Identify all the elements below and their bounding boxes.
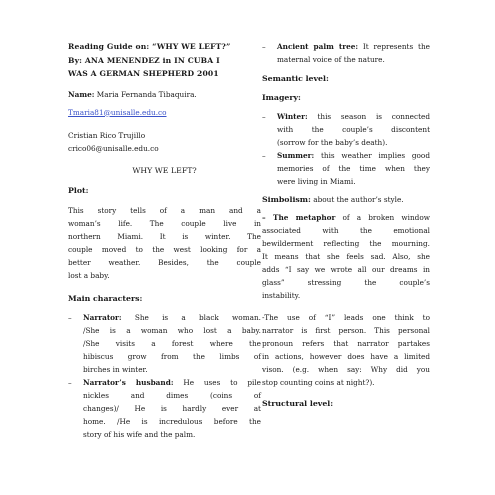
metaphor-line: associated with the emotional — [262, 226, 430, 235]
husband-line: home. /He is incredulous before the — [83, 416, 261, 426]
winter-text: this season is connected — [307, 112, 430, 121]
plot-paragraph — [68, 204, 261, 282]
metaphor-line: It means that she feels sad. Also, she — [262, 252, 430, 261]
list-item — [68, 376, 261, 441]
paragraph-line: narrator is first person. This personal — [262, 326, 430, 335]
paragraph-line: vison. (e.g. when say: Why did you — [262, 365, 430, 374]
plot-line: northern Miami. It is winter. The — [68, 231, 261, 241]
document-title — [68, 40, 261, 81]
list-item — [262, 149, 430, 188]
metaphor-line — [262, 211, 430, 224]
list-item — [262, 110, 430, 149]
characters-list — [68, 311, 261, 441]
list-item — [262, 40, 430, 66]
plot-line: better weather. Besides, the couple — [68, 257, 261, 267]
metaphor-line: glass” stressing the couple’s — [262, 278, 430, 287]
plot-line: lost a baby. — [68, 270, 110, 280]
left-column — [68, 40, 261, 441]
bullet-dash: – — [262, 151, 266, 160]
symbolism-label: Simbolism: — [262, 195, 311, 204]
husband-text: He uses to pile — [173, 377, 261, 387]
husband-label: Narrator’s husband: — [83, 377, 174, 387]
narrator-text: She is a black woman. — [121, 312, 261, 322]
second-author-email: crico06@unisalle.edu.co — [68, 143, 159, 153]
plot-line: This story tells of a man and a — [68, 205, 261, 215]
right-column — [262, 40, 430, 410]
metaphor-line: adds “I say we wrote all our dreams in — [262, 265, 430, 274]
author-email-link[interactable]: Tmaria81@unisalle.edu.co — [68, 107, 167, 117]
husband-line: nickles and dimes (coins of — [83, 390, 261, 400]
name-value: Maria Fernanda Tibaquira. — [94, 89, 197, 99]
name-label: Name: — [68, 89, 95, 99]
plot-label: Plot: — [68, 185, 89, 195]
husband-line — [83, 376, 261, 389]
paragraph-line: in actions, however does have a limited — [262, 352, 430, 361]
paragraph-line: stop counting coins at night?). — [262, 378, 375, 387]
bullet-dash: – — [68, 312, 72, 322]
metaphor-paragraph — [262, 211, 430, 302]
husband-line: changes)/ He is hardly ever at — [83, 403, 261, 413]
summer-line: memories of the time when they — [277, 164, 430, 173]
imagery-label: Imagery: — [262, 93, 301, 102]
section-heading: WHY WE LEFT? — [132, 165, 197, 175]
title-line: WAS A GERMAN SHEPHERD 2001 — [68, 69, 219, 78]
winter-line: with the couple’s discontent — [277, 125, 430, 134]
bullet-dash: – — [262, 42, 266, 51]
metaphor-text: of a broken window — [335, 213, 430, 222]
palm-label: Ancient palm tree: — [277, 42, 359, 51]
winter-label: Winter: — [277, 112, 308, 121]
semantic-level-label: Semantic level: — [262, 74, 329, 83]
paragraph-line: -The use of “I” leads one think to — [262, 313, 430, 322]
summer-line: were living in Miami. — [277, 177, 356, 186]
narrator-line: birches in winter. — [83, 364, 148, 374]
metaphor-line: instability. — [262, 291, 301, 300]
second-author-name: Cristian Rico Trujillo — [68, 130, 146, 140]
palm-line: maternal voice of the nature. — [277, 55, 385, 64]
plot-line: woman’s life. The couple live in — [68, 218, 261, 228]
list-item — [68, 311, 261, 376]
metaphor-line: bewilderment reflecting the mourning. — [262, 239, 430, 248]
main-characters-label: Main characters: — [68, 293, 143, 303]
narrator-line: hibiscus grow from the limbs of — [83, 351, 261, 361]
husband-line: story of his wife and the palm. — [83, 429, 196, 439]
bullet-dash: – — [68, 377, 72, 387]
palm-line — [277, 40, 430, 53]
imagery-list — [262, 110, 430, 188]
winter-line — [277, 110, 430, 123]
summer-text: this weather implies good — [314, 151, 430, 160]
first-person-paragraph — [262, 311, 430, 389]
winter-line: (sorrow for the baby’s death). — [277, 138, 388, 147]
symbolism-value: about the author’s style. — [310, 195, 404, 204]
palm-list — [262, 40, 430, 66]
metaphor-label: – The metaphor — [262, 213, 336, 222]
paragraph-line: pronoun refers that narrator partakes — [262, 339, 430, 348]
structural-level-label: Structural level: — [262, 399, 334, 408]
title-line: Reading Guide on: “WHY WE LEFT?” — [68, 42, 231, 51]
author-name-line — [68, 88, 261, 101]
narrator-line: /She visits a forest where the — [83, 338, 261, 348]
palm-text: It represents the — [358, 42, 430, 51]
narrator-line — [83, 311, 261, 324]
narrator-label: Narrator: — [83, 312, 122, 322]
symbolism-line — [262, 193, 430, 206]
narrator-line: /She is a woman who lost a baby. — [83, 325, 261, 335]
summer-line — [277, 149, 430, 162]
title-line: By: ANA MENENDEZ in IN CUBA I — [68, 55, 220, 65]
summer-label: Summer: — [277, 151, 315, 160]
bullet-dash: – — [262, 112, 266, 121]
plot-line: couple moved to the west looking for a — [68, 244, 261, 254]
